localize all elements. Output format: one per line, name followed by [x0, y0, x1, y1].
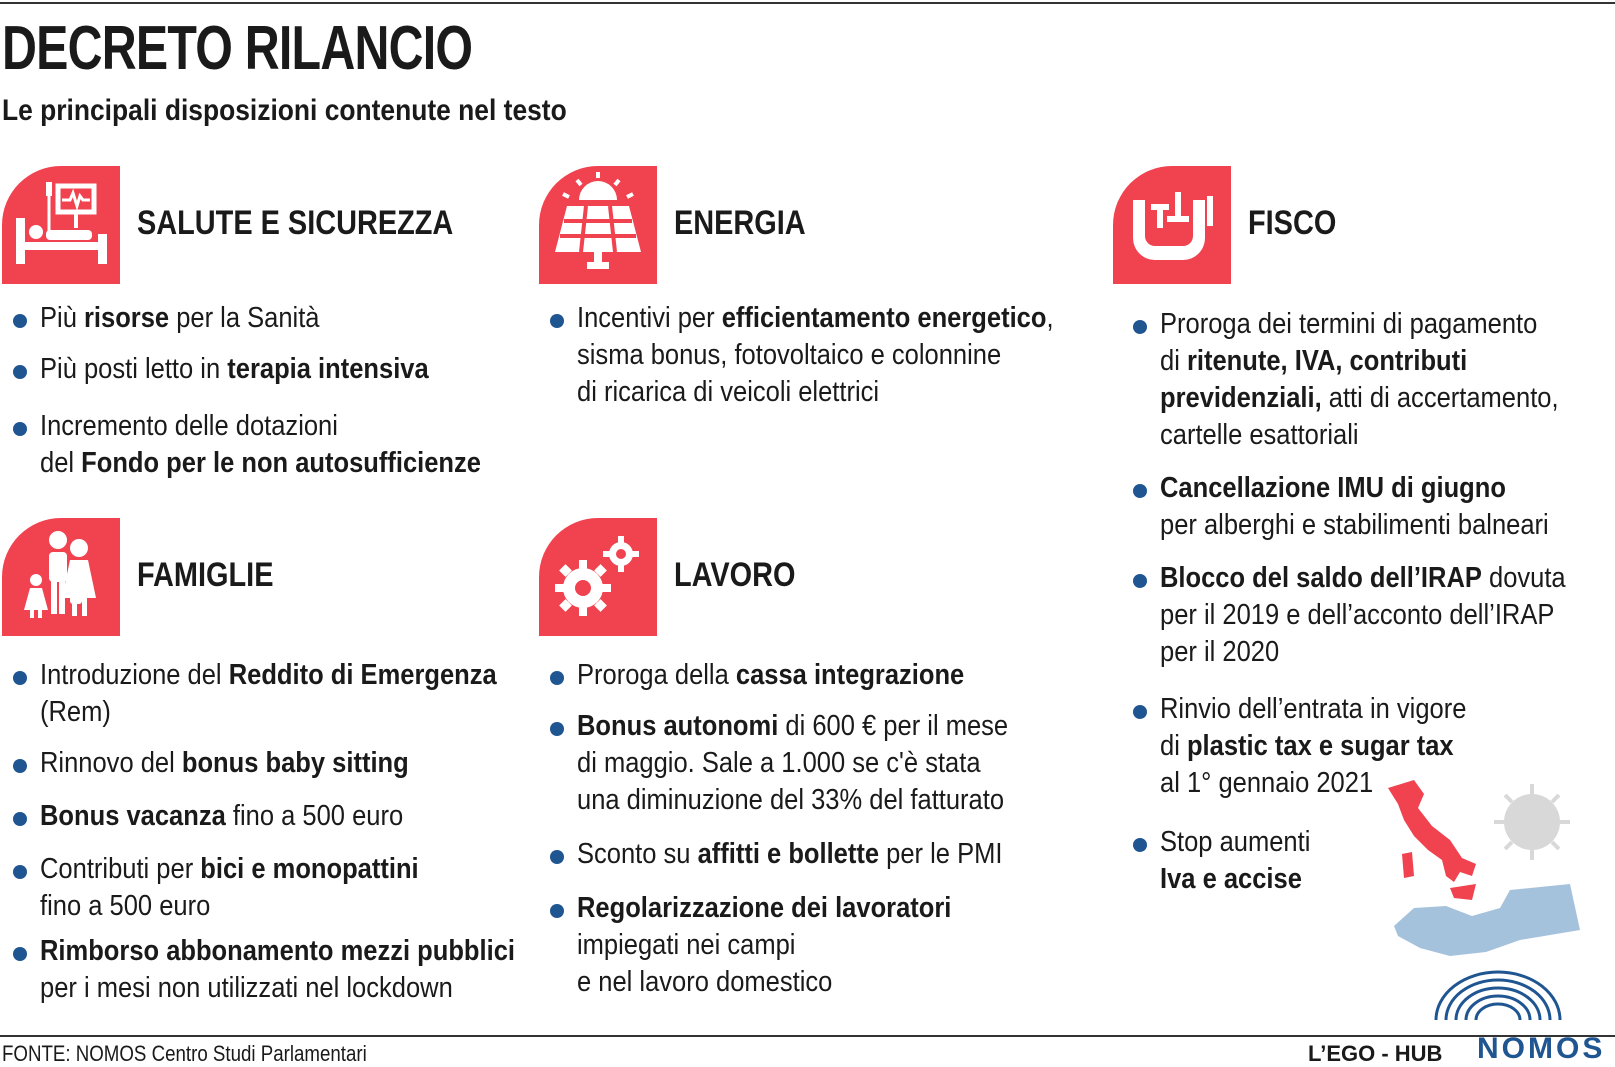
text: di 600 € per il mese	[778, 710, 1009, 742]
list-item	[539, 300, 1119, 411]
bold-text: cassa integrazione	[735, 659, 965, 691]
salute-list	[2, 300, 541, 482]
clamp-icon	[1113, 166, 1231, 284]
text: una diminuzione del 33% del fatturato	[577, 784, 1005, 816]
text: Incremento delle dotazioni	[40, 410, 338, 442]
bold-text: bonus baby sitting	[181, 747, 409, 779]
bold-text: affitti e bollette	[697, 838, 880, 870]
list-item	[1122, 470, 1615, 544]
bold-text: Bonus autonomi	[577, 710, 779, 742]
text: Sconto su	[577, 838, 698, 870]
list-item	[2, 657, 580, 731]
bold-text: bici e monopattini	[200, 853, 419, 885]
bold-text: Reddito di Emergenza	[228, 659, 497, 691]
bold-text: plastic tax e sugar tax	[1186, 730, 1454, 762]
family-icon	[2, 518, 120, 636]
text: Più posti letto in	[40, 353, 228, 385]
text: per il 2020	[1160, 636, 1280, 668]
text: per i mesi non utilizzati nel lockdown	[40, 972, 453, 1004]
text: Stop aumenti	[1160, 826, 1311, 858]
section-title: FISCO	[1248, 204, 1337, 242]
text: per la Sanità	[169, 302, 320, 334]
credit: L’EGO - HUB	[1308, 1041, 1443, 1066]
text: per il 2019 e dell’acconto dell’IRAP	[1160, 599, 1555, 631]
page-title: DECRETO RILANCIO	[2, 14, 473, 83]
bold-text: Regolarizzazione dei lavoratori	[577, 892, 952, 924]
text: atti di accertamento,	[1321, 382, 1559, 414]
text: per alberghi e stabilimenti balneari	[1160, 509, 1549, 541]
italy-map-icon	[1388, 780, 1476, 900]
top-rule	[0, 2, 1615, 4]
text: Incentivi per	[577, 302, 722, 334]
text: sisma bonus, fotovoltaico e colonnine	[577, 339, 1002, 371]
list-item	[1122, 306, 1615, 454]
text: Più	[40, 302, 84, 334]
text: ,	[1046, 302, 1054, 334]
text: al 1° gennaio 2021	[1160, 767, 1374, 799]
list-item	[2, 933, 580, 1007]
text: Proroga della	[577, 659, 736, 691]
text: (Rem)	[40, 696, 111, 728]
famiglie-list	[2, 657, 580, 1007]
list-item	[2, 351, 541, 388]
text: dovuta	[1481, 562, 1566, 594]
bold-text: previdenziali,	[1160, 382, 1322, 414]
list-item	[2, 851, 580, 925]
text: di	[1160, 730, 1187, 762]
text: Contributi per	[40, 853, 201, 885]
source-note: FONTE: NOMOS Centro Studi Parlamentari	[2, 1041, 367, 1066]
section-title: FAMIGLIE	[137, 556, 274, 594]
list-item	[2, 408, 541, 482]
bold-text: Fondo per le non autosufficienze	[81, 447, 481, 479]
solar-panel-icon	[539, 166, 657, 284]
bold-text: Bonus vacanza	[40, 800, 226, 832]
text: fino a 500 euro	[40, 890, 211, 922]
section-title: SALUTE E SICUREZZA	[137, 204, 454, 242]
text: e nel lavoro domestico	[577, 966, 833, 998]
text: di	[1160, 345, 1187, 377]
bold-text: Rimborso abbonamento mezzi pubblici	[40, 935, 515, 967]
text: fino a 500 euro	[225, 800, 404, 832]
bold-text: efficientamento energetico	[721, 302, 1047, 334]
list-item	[2, 745, 580, 782]
list-item	[2, 798, 580, 835]
hand-icon	[1394, 884, 1580, 956]
section-title: LAVORO	[674, 556, 796, 594]
page-subtitle: Le principali disposizioni contenute nel testo	[2, 94, 567, 127]
bold-text: terapia intensiva	[227, 353, 429, 385]
text: cartelle esattoriali	[1160, 419, 1359, 451]
text: Proroga dei termini di pagamento	[1160, 308, 1538, 340]
list-item	[539, 657, 1067, 694]
bold-text: ritenute, IVA, contributi	[1186, 345, 1468, 377]
gears-icon	[539, 518, 657, 636]
list-item	[539, 890, 1067, 1001]
bold-text: Cancellazione IMU di giugno	[1160, 472, 1506, 504]
nomos-logo	[1380, 780, 1615, 1065]
lavoro-list	[539, 657, 1067, 1001]
bold-text: Blocco del saldo dell’IRAP	[1160, 562, 1482, 594]
text: del	[40, 447, 82, 479]
list-item	[539, 836, 1067, 873]
nomos-logo-text: NOMOS	[1477, 1032, 1606, 1065]
bold-text: risorse	[83, 302, 170, 334]
section-title: ENERGIA	[674, 204, 806, 242]
list-item	[539, 708, 1067, 819]
bold-text: Iva e accise	[1160, 863, 1302, 895]
text: impiegati nei campi	[577, 929, 796, 961]
text: Introduzione del	[40, 659, 229, 691]
hospital-bed-icon	[2, 166, 120, 284]
bottom-rule	[0, 1035, 1615, 1037]
energia-list	[539, 300, 1119, 411]
list-item	[1122, 560, 1615, 671]
text: Rinnovo del	[40, 747, 182, 779]
text: Rinvio dell’entrata in vigore	[1160, 693, 1467, 725]
parliament-icon	[1436, 972, 1560, 1020]
text: per le PMI	[879, 838, 1003, 870]
virus-icon	[1494, 784, 1570, 860]
text: di maggio. Sale a 1.000 se c'è stata	[577, 747, 981, 779]
list-item	[2, 300, 541, 337]
text: di ricarica di veicoli elettrici	[577, 376, 880, 408]
